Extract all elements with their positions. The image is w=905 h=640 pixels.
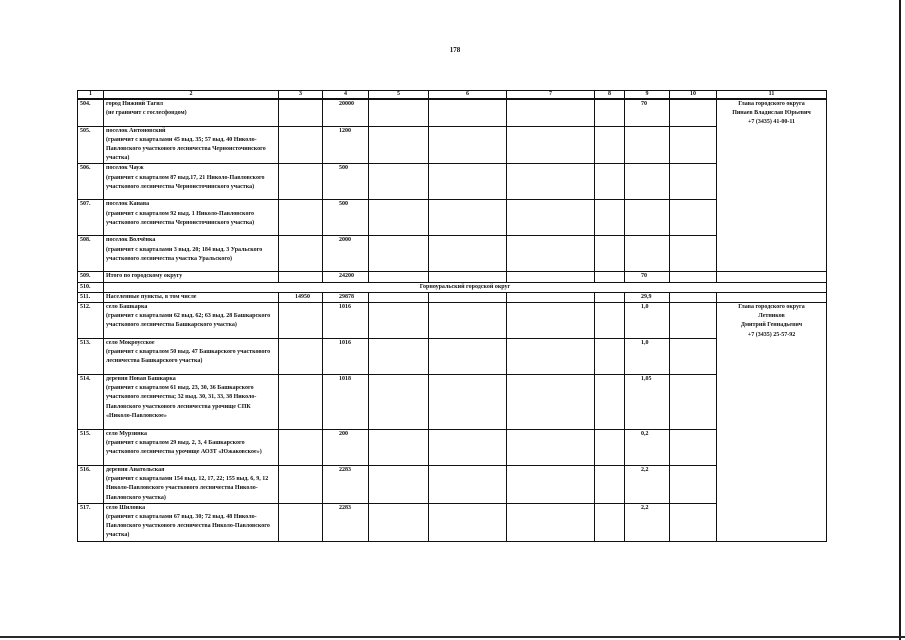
column-10-value: [670, 200, 717, 236]
settlement-name: село Мокроусское: [106, 339, 155, 346]
column-9-value: 2,2: [625, 503, 670, 541]
empty-cell: [717, 272, 827, 282]
column-9-value: [625, 164, 670, 200]
empty-cell: [595, 272, 625, 282]
column-7-value: [507, 302, 595, 338]
column-9-value: 29,9: [625, 292, 670, 302]
area-value: 29878: [323, 292, 369, 302]
column-10-value: [670, 503, 717, 541]
settlement-border-note: (граничит с кварталом 87 выд.17, 21 Николо-Павловского участкового лесничества Черноисточинского участка): [106, 174, 265, 190]
column-6-value: [429, 503, 507, 541]
total-row: [78, 272, 827, 282]
row-number: 517.: [78, 503, 104, 541]
column-7-value: [507, 200, 595, 236]
contact-line: Дмитрий Геннадьевич: [740, 322, 803, 329]
settlement-border-note: (граничит с кварталами 67 выд. 30; 72 выд. 48 Николо-Павловского участкового лесничества Николо-Павловского участка): [106, 513, 270, 539]
empty-cell: [717, 292, 827, 302]
header-cell: 8: [595, 91, 625, 100]
row-number: 515.: [78, 429, 104, 465]
settlement-name: город Нижний Тагил: [106, 101, 164, 107]
column-5-value: [369, 374, 429, 429]
row-number: 510.: [78, 282, 104, 292]
row-number: 509.: [78, 272, 104, 282]
row-number: 504.: [78, 99, 104, 126]
column-10-value: [670, 302, 717, 338]
column-6-value: [429, 236, 507, 272]
area-value: 20000: [323, 99, 369, 126]
column-6-value: [429, 429, 507, 465]
contact-line: Глава городского округа: [738, 101, 805, 107]
header-cell: 10: [670, 91, 717, 100]
row-number: 511.: [78, 292, 104, 302]
header-cell: 2: [104, 91, 279, 100]
column-6-value: [429, 200, 507, 236]
table-row: [78, 429, 827, 465]
area-value: 2000: [323, 236, 369, 272]
responsible-contact: [717, 99, 827, 272]
empty-cell: [595, 292, 625, 302]
settlement-cell: [104, 465, 279, 503]
settlement-cell: [104, 338, 279, 374]
row-number: 512.: [78, 302, 104, 338]
column-8-value: [595, 338, 625, 374]
column-5-value: [369, 99, 429, 126]
header-cell: 4: [323, 91, 369, 100]
column-3-value: [279, 465, 323, 503]
column-3-value: [279, 272, 323, 282]
column-6-value: [429, 338, 507, 374]
column-6-value: [429, 465, 507, 503]
settlement-name: село Башкарка: [106, 303, 148, 310]
total-column-9-value: 70: [625, 272, 670, 282]
settlement-name: село Мурзинка: [106, 430, 147, 437]
row-number: 507.: [78, 200, 104, 236]
column-9-value: [625, 236, 670, 272]
column-10-value: [670, 429, 717, 465]
column-6-value: [429, 126, 507, 164]
header-cell: 7: [507, 91, 595, 100]
column-6-value: [429, 164, 507, 200]
table-row: [78, 126, 827, 164]
settlement-name: поселок Чауж: [106, 165, 144, 172]
table-row: [78, 99, 827, 126]
settlement-border-note: (граничит с кварталами 45 выд. 35; 57 выд. 40 Николо-Павловского участкового лесничества Черноисточинского участка): [106, 136, 266, 162]
column-5-value: [369, 200, 429, 236]
column-5-value: [369, 126, 429, 164]
settlements-label: Населенные пункты, в том числе: [104, 292, 279, 302]
column-10-value: [670, 236, 717, 272]
settlement-cell: [104, 99, 279, 126]
header-cell: 5: [369, 91, 429, 100]
area-value: 500: [323, 164, 369, 200]
column-9-value: 1,05: [625, 374, 670, 429]
settlement-border-note: (граничит с кварталами 3 выд. 20; 184 выд. 3 Уральского участкового лесничества участка Уральского): [106, 246, 263, 262]
row-number: 506.: [78, 164, 104, 200]
column-5-value: [369, 429, 429, 465]
column-7-value: [507, 164, 595, 200]
column-3-value: [279, 200, 323, 236]
column-5-value: [369, 465, 429, 503]
contact-line: Глава городского округа: [738, 303, 805, 310]
column-3-value: 14950: [279, 292, 323, 302]
column-7-value: [507, 503, 595, 541]
column-6-value: [429, 374, 507, 429]
table-row: [78, 236, 827, 272]
column-8-value: [595, 302, 625, 338]
settlement-cell: [104, 374, 279, 429]
row-number: 514.: [78, 374, 104, 429]
column-8-value: [595, 429, 625, 465]
column-10-value: [670, 338, 717, 374]
column-7-value: [507, 236, 595, 272]
table-row: [78, 200, 827, 236]
column-8-value: [595, 236, 625, 272]
column-9-value: [625, 200, 670, 236]
column-3-value: [279, 374, 323, 429]
column-7-value: [507, 338, 595, 374]
area-value: 2283: [323, 465, 369, 503]
column-3-value: [279, 429, 323, 465]
header-row: [78, 91, 827, 100]
column-5-value: [369, 164, 429, 200]
column-7-value: [507, 374, 595, 429]
column-10-value: [670, 164, 717, 200]
header-cell: 1: [78, 91, 104, 100]
settlement-border-note: (граничит с кварталами 62 выд. 62; 63 выд. 28 Башкарского участкового лесничества Башкарского участка): [106, 313, 271, 329]
contact-line: Пинаев Владислав Юрьевич: [732, 110, 811, 117]
empty-cell: [429, 292, 507, 302]
responsible-contact: [717, 302, 827, 541]
column-7-value: [507, 126, 595, 164]
contact-line: +7 (3435) 41-00-11: [747, 119, 796, 126]
settlement-border-note: (граничит с кварталом 61 выд. 23, 30, 36 Башкарского участкового лесничества; 32 выд. 30, 31, 33, 38 Николо-Павловского участкового лесничества урочище СПК «Николо-Павловское»: [106, 385, 257, 419]
column-3-value: [279, 302, 323, 338]
empty-cell: [670, 272, 717, 282]
settlement-cell: [104, 200, 279, 236]
total-label: Итого по городскому округу: [104, 272, 279, 282]
empty-cell: [369, 272, 429, 282]
column-3-value: [279, 126, 323, 164]
empty-cell: [507, 292, 595, 302]
row-number: 516.: [78, 465, 104, 503]
empty-cell: [507, 272, 595, 282]
settlement-border-note: (граничит с кварталом 92 выд. 1 Николо-Павловского участкового лесничества Черноисточинского участка): [106, 210, 255, 226]
area-value: 200: [323, 429, 369, 465]
header-cell: 6: [429, 91, 507, 100]
column-5-value: [369, 503, 429, 541]
column-9-value: 2,2: [625, 465, 670, 503]
table-row: [78, 302, 827, 338]
settlement-name: поселок Антоновский: [106, 127, 166, 134]
column-3-value: [279, 338, 323, 374]
settlement-border-note: (не граничит с гослесфондом): [106, 110, 187, 117]
settlement-cell: [104, 164, 279, 200]
settlement-cell: [104, 302, 279, 338]
column-8-value: [595, 164, 625, 200]
column-6-value: [429, 302, 507, 338]
settlement-cell: [104, 429, 279, 465]
settlement-border-note: (граничит с кварталом 50 выд. 47 Башкарского участкового лесничества Башкарского участка): [106, 349, 271, 365]
header-cell: 3: [279, 91, 323, 100]
column-8-value: [595, 200, 625, 236]
column-5-value: [369, 302, 429, 338]
column-3-value: [279, 99, 323, 126]
column-10-value: [670, 374, 717, 429]
column-5-value: [369, 236, 429, 272]
settlements-row: [78, 292, 827, 302]
column-10-value: [670, 99, 717, 126]
column-7-value: [507, 429, 595, 465]
section-title: Горноуральский городской округ: [104, 282, 827, 292]
table-row: [78, 164, 827, 200]
column-8-value: [595, 374, 625, 429]
settlement-border-note: (граничит с кварталами 154 выд. 12, 17, 22; 155 выд. 6, 9, 12 Николо-Павловского участкового лесничества Николо-Павловского участка): [106, 476, 269, 501]
column-3-value: [279, 503, 323, 541]
area-value: 1016: [323, 338, 369, 374]
empty-cell: [670, 292, 717, 302]
table-row: [78, 374, 827, 429]
settlement-name: деревня Новая Башкарка: [106, 375, 176, 382]
column-9-value: 0,2: [625, 429, 670, 465]
settlement-name: поселок Волчёнка: [106, 237, 156, 244]
column-3-value: [279, 164, 323, 200]
row-number: 505.: [78, 126, 104, 164]
table-row: [78, 338, 827, 374]
settlement-cell: [104, 236, 279, 272]
table-row: [78, 465, 827, 503]
column-6-value: [429, 99, 507, 126]
column-10-value: [670, 126, 717, 164]
section-row: [78, 282, 827, 292]
scan-edge-bottom: [0, 636, 905, 638]
total-area-value: 24200: [323, 272, 369, 282]
contact-line: Летников: [758, 313, 785, 320]
settlement-cell: [104, 126, 279, 164]
column-8-value: [595, 99, 625, 126]
settlement-name: деревня Анатольская: [106, 466, 165, 473]
area-value: 1200: [323, 126, 369, 164]
header-cell: 11: [717, 91, 827, 100]
column-8-value: [595, 465, 625, 503]
area-value: 1016: [323, 302, 369, 338]
table-row: [78, 503, 827, 541]
area-value: 500: [323, 200, 369, 236]
column-5-value: [369, 338, 429, 374]
row-number: 508.: [78, 236, 104, 272]
column-9-value: 1,0: [625, 338, 670, 374]
contact-line: +7 (3435) 25-57-92: [747, 331, 796, 338]
scan-edge-right: [899, 0, 901, 640]
settlement-name: село Шиловка: [106, 504, 146, 511]
column-9-value: 70: [625, 99, 670, 126]
empty-cell: [429, 272, 507, 282]
empty-cell: [369, 292, 429, 302]
column-7-value: [507, 99, 595, 126]
column-7-value: [507, 465, 595, 503]
page-number: 178: [449, 46, 461, 54]
settlement-cell: [104, 503, 279, 541]
column-9-value: [625, 126, 670, 164]
settlement-border-note: (граничит с кварталом 29 выд. 2, 3, 4 Башкарского участкового лесничества урочище АОЗТ «Южаковское»): [106, 440, 262, 456]
settlement-name: поселок Канава: [106, 201, 150, 208]
column-10-value: [670, 465, 717, 503]
area-value: 1018: [323, 374, 369, 429]
column-9-value: 1,0: [625, 302, 670, 338]
column-8-value: [595, 503, 625, 541]
column-3-value: [279, 236, 323, 272]
row-number: 513.: [78, 338, 104, 374]
header-cell: 9: [625, 91, 670, 100]
area-value: 2283: [323, 503, 369, 541]
column-8-value: [595, 126, 625, 164]
registry-table: [77, 90, 827, 542]
